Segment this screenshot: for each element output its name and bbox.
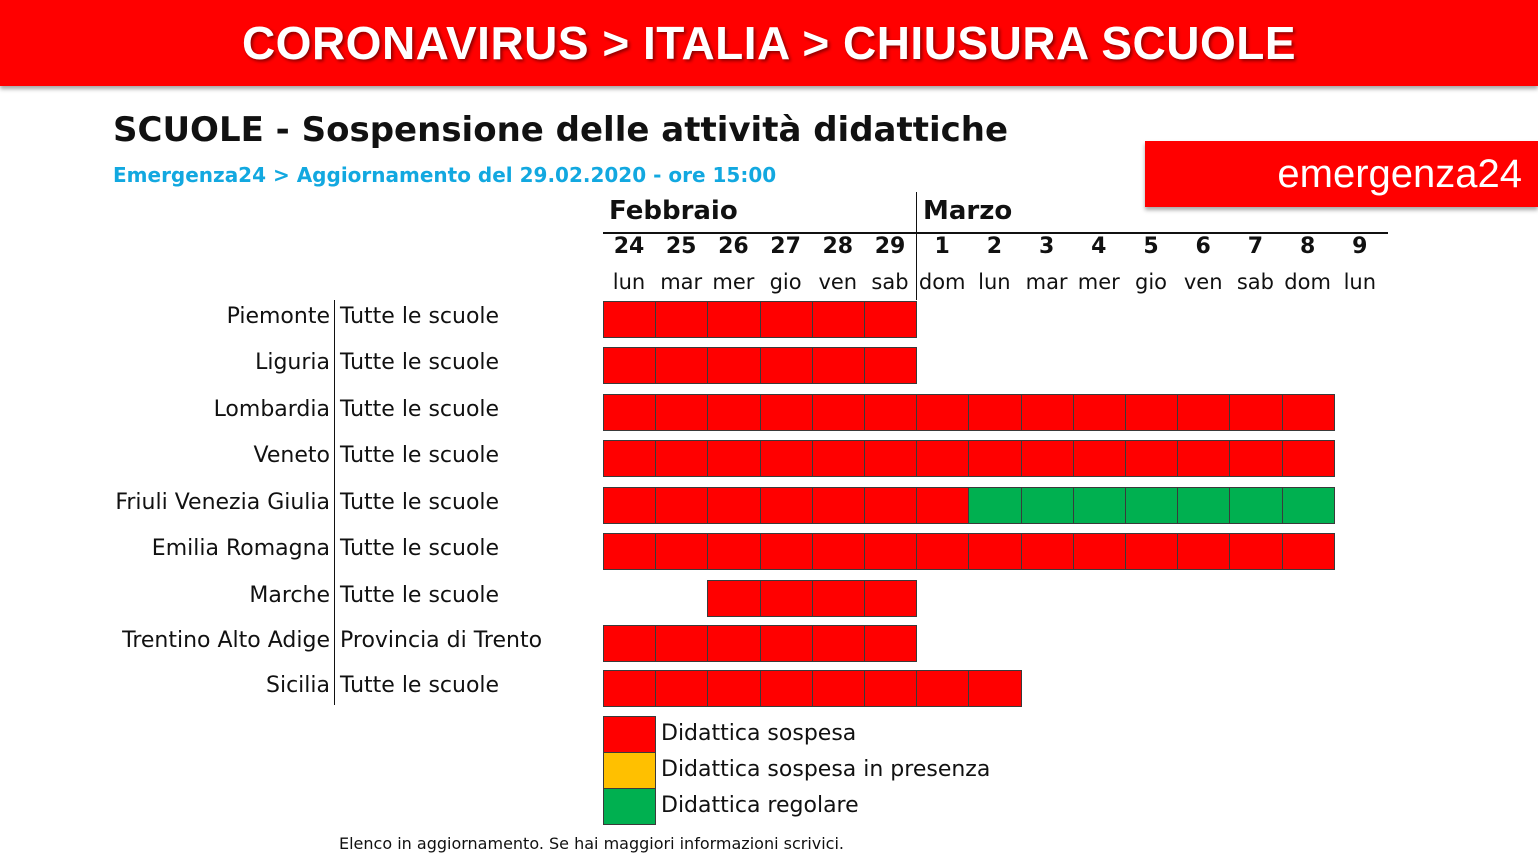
status-cell — [707, 533, 760, 570]
status-cell — [864, 625, 917, 662]
status-cell — [603, 394, 656, 431]
status-cell — [916, 394, 969, 431]
status-cell — [1021, 440, 1074, 477]
status-cell — [812, 394, 865, 431]
weekday-12: sab — [1236, 270, 1274, 294]
status-cell — [655, 533, 708, 570]
status-cell — [864, 580, 917, 617]
status-cell — [1177, 533, 1230, 570]
status-cell — [655, 440, 708, 477]
status-cell — [1229, 487, 1282, 524]
day-number-1: 25 — [665, 234, 697, 259]
day-number-11: 6 — [1195, 234, 1211, 259]
status-cell — [1177, 394, 1230, 431]
legend-label: Didattica regolare — [661, 793, 859, 818]
weekday-7: lun — [978, 270, 1011, 294]
status-cell — [864, 487, 917, 524]
status-cell — [760, 440, 813, 477]
legend-swatch-r — [603, 788, 656, 825]
status-cell — [603, 347, 656, 384]
status-cell — [760, 580, 813, 617]
status-cell — [1282, 487, 1335, 524]
status-cell — [1125, 394, 1178, 431]
brand-badge — [1145, 141, 1538, 207]
weekday-0: lun — [612, 270, 646, 294]
region-label: Lombardia — [213, 397, 330, 422]
status-cell — [760, 301, 813, 338]
status-cell — [603, 440, 656, 477]
chart-title: SCUOLE - Sospensione delle attività didattiche — [113, 110, 1009, 150]
day-number-12: 7 — [1247, 234, 1264, 259]
chart-subtitle: Emergenza24 > Aggiornamento del 29.02.2020 - ore 15:00 — [113, 163, 777, 187]
scope-label: Tutte le scuole — [340, 397, 500, 422]
status-cell — [603, 533, 656, 570]
status-cell — [1021, 394, 1074, 431]
status-cell — [916, 670, 969, 707]
day-number-4: 28 — [822, 234, 854, 259]
status-cell — [707, 625, 760, 662]
status-cell — [1073, 487, 1126, 524]
scope-label: Tutte le scuole — [340, 350, 500, 375]
day-number-13: 8 — [1299, 234, 1316, 259]
scope-label: Tutte le scuole — [340, 583, 500, 608]
status-cell — [1229, 440, 1282, 477]
day-number-9: 4 — [1091, 234, 1107, 259]
status-cell — [760, 394, 813, 431]
month-label-marzo: Marzo — [923, 196, 1013, 226]
status-cell — [707, 670, 760, 707]
status-cell — [760, 670, 813, 707]
weekday-8: mar — [1025, 270, 1068, 294]
status-cell — [1021, 533, 1074, 570]
weekday-6: dom — [918, 270, 966, 294]
status-cell — [655, 487, 708, 524]
scope-label: Tutte le scuole — [340, 304, 500, 329]
status-cell — [707, 580, 760, 617]
day-number-3: 27 — [770, 234, 801, 259]
region-label: Trentino Alto Adige — [122, 628, 330, 653]
day-number-5: 29 — [874, 234, 906, 259]
brand-logo-text: emergenza24 — [1277, 152, 1522, 196]
status-cell — [812, 580, 865, 617]
status-cell — [603, 487, 656, 524]
weekday-14: lun — [1343, 270, 1377, 294]
status-cell — [603, 625, 656, 662]
legend-label: Didattica sospesa — [661, 721, 857, 746]
month-label-febbraio: Febbraio — [609, 196, 738, 226]
status-cell — [1125, 440, 1178, 477]
status-cell — [1073, 440, 1126, 477]
status-cell — [864, 301, 917, 338]
status-cell — [812, 670, 865, 707]
status-cell — [760, 347, 813, 384]
region-label: Marche — [249, 583, 330, 608]
status-cell — [707, 347, 760, 384]
status-cell — [1229, 533, 1282, 570]
status-cell — [916, 487, 969, 524]
status-cell — [864, 394, 917, 431]
region-label: Friuli Venezia Giulia — [115, 490, 330, 515]
status-cell — [1021, 487, 1074, 524]
status-cell — [812, 440, 865, 477]
weekday-11: ven — [1183, 270, 1223, 294]
legend-label: Didattica sospesa in presenza — [661, 757, 991, 782]
status-cell — [1125, 533, 1178, 570]
status-cell — [655, 625, 708, 662]
status-cell — [968, 440, 1021, 477]
status-cell — [655, 670, 708, 707]
status-cell — [864, 440, 917, 477]
status-cell — [707, 487, 760, 524]
weekday-5: sab — [871, 270, 909, 294]
status-cell — [864, 347, 917, 384]
day-number-14: 9 — [1352, 234, 1368, 259]
region-label: Liguria — [255, 350, 330, 375]
status-cell — [1282, 533, 1335, 570]
status-cell — [1125, 487, 1178, 524]
status-cell — [1073, 533, 1126, 570]
status-cell — [707, 301, 760, 338]
status-cell — [1229, 394, 1282, 431]
weekday-9: mer — [1077, 270, 1120, 294]
status-cell — [968, 670, 1021, 707]
status-cell — [1177, 487, 1230, 524]
status-cell — [916, 533, 969, 570]
banner-title: CORONAVIRUS > ITALIA > CHIUSURA SCUOLE — [241, 17, 1297, 69]
status-cell — [760, 487, 813, 524]
region-scope-separator — [334, 300, 335, 705]
legend-swatch-s — [603, 716, 656, 753]
scope-label: Tutte le scuole — [340, 443, 500, 468]
weekday-10: gio — [1134, 270, 1167, 294]
weekday-4: ven — [818, 270, 858, 294]
status-cell — [1282, 440, 1335, 477]
status-cell — [968, 487, 1021, 524]
status-cell — [1177, 440, 1230, 477]
scope-label: Tutte le scuole — [340, 673, 500, 698]
status-cell — [864, 533, 917, 570]
status-cell — [864, 670, 917, 707]
region-label: Veneto — [253, 443, 330, 468]
scope-label: Tutte le scuole — [340, 536, 500, 561]
day-number-0: 24 — [613, 234, 645, 259]
status-cell — [1282, 394, 1335, 431]
status-cell — [812, 625, 865, 662]
status-cell — [812, 487, 865, 524]
region-label: Emilia Romagna — [151, 536, 330, 561]
status-cell — [812, 533, 865, 570]
footnote: Elenco in aggiornamento. Se hai maggiori informazioni scrivici. — [339, 834, 845, 853]
status-cell — [603, 670, 656, 707]
status-cell — [812, 347, 865, 384]
day-number-10: 5 — [1143, 234, 1159, 259]
day-number-2: 26 — [718, 234, 749, 259]
day-number-6: 1 — [934, 234, 950, 259]
status-cell — [760, 533, 813, 570]
weekday-13: dom — [1284, 270, 1331, 294]
day-number-8: 3 — [1038, 234, 1055, 259]
scope-label: Tutte le scuole — [340, 490, 500, 515]
region-label: Piemonte — [226, 304, 330, 329]
region-label: Sicilia — [266, 673, 330, 698]
weekday-3: gio — [769, 270, 802, 294]
status-cell — [707, 440, 760, 477]
status-cell — [812, 301, 865, 338]
legend-swatch-p — [603, 752, 656, 789]
day-number-7: 2 — [986, 234, 1003, 259]
status-cell — [655, 347, 708, 384]
status-cell — [760, 625, 813, 662]
status-cell — [655, 301, 708, 338]
status-cell — [968, 394, 1021, 431]
weekday-1: mar — [660, 270, 703, 294]
status-cell — [1073, 394, 1126, 431]
status-cell — [655, 394, 708, 431]
scope-label: Provincia di Trento — [340, 628, 543, 653]
status-cell — [707, 394, 760, 431]
top-banner — [0, 0, 1538, 86]
weekday-2: mer — [712, 270, 755, 294]
status-cell — [968, 533, 1021, 570]
status-cell — [916, 440, 969, 477]
status-cell — [603, 301, 656, 338]
